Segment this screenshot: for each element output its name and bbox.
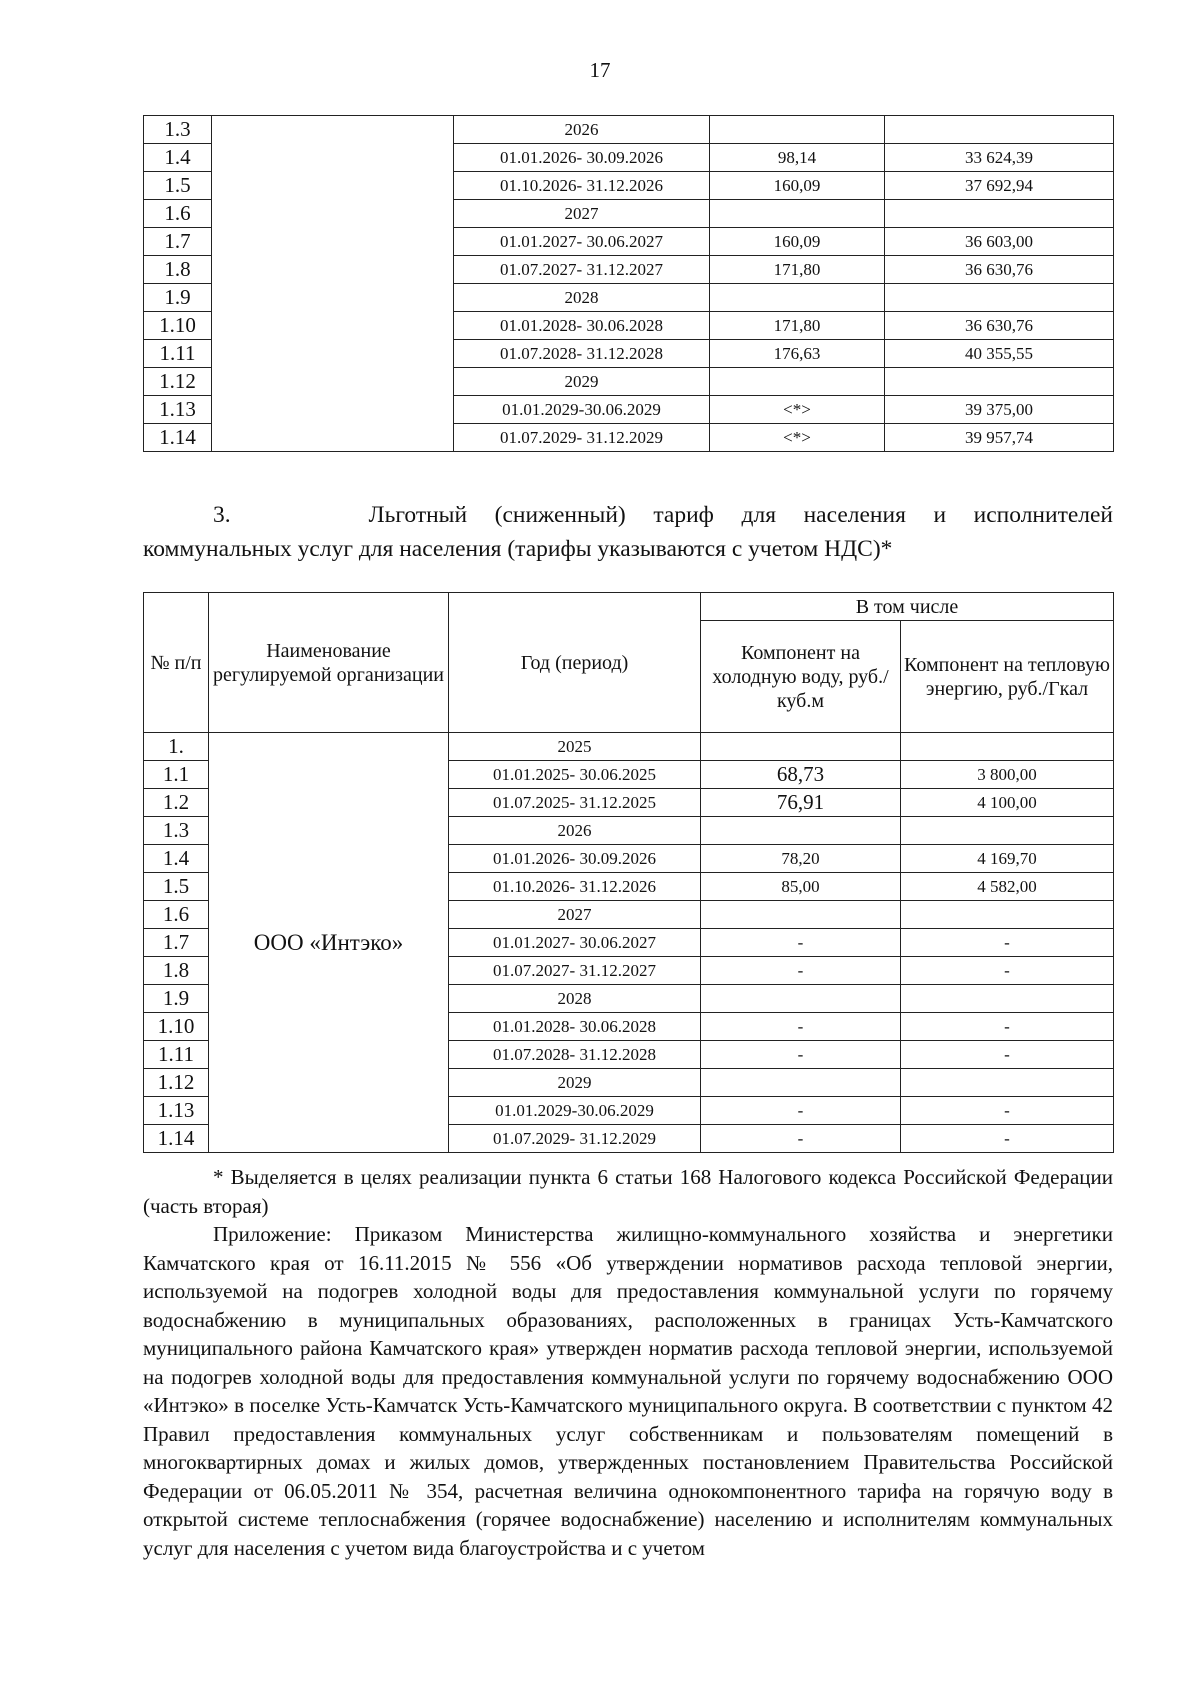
heat-cell: 33 624,39: [885, 144, 1114, 172]
heat-cell: 39 957,74: [885, 424, 1114, 452]
row-number: 1.10: [144, 312, 212, 340]
heat-cell: [901, 1069, 1114, 1097]
row-number: 1.5: [144, 172, 212, 200]
heat-cell: [901, 817, 1114, 845]
row-number: 1.6: [144, 901, 209, 929]
section-3-title-line2: коммунальных услуг для населения (тарифы указываются с учетом НДС)*: [143, 536, 893, 562]
row-number: 1.5: [144, 873, 209, 901]
cold-water-cell: 85,00: [701, 873, 901, 901]
row-number: 1.7: [144, 228, 212, 256]
row-number: 1.8: [144, 957, 209, 985]
cold-water-cell: 171,80: [710, 256, 885, 284]
period-cell: 01.01.2027- 30.06.2027: [449, 929, 701, 957]
table-row: [144, 116, 1114, 144]
heat-cell: 4 582,00: [901, 873, 1114, 901]
period-cell: 2026: [454, 116, 710, 144]
row-number: 1.1: [144, 761, 209, 789]
section-3-heading: [143, 498, 1113, 566]
body-text: [143, 1163, 1113, 1562]
row-number: 1.: [144, 733, 209, 761]
row-number: 1.3: [144, 817, 209, 845]
header-no: № п/п: [144, 593, 209, 733]
row-number: 1.4: [144, 144, 212, 172]
period-cell: 01.01.2029-30.06.2029: [449, 1097, 701, 1125]
heat-cell: 36 603,00: [885, 228, 1114, 256]
header-org: Наименование регулируемой организации: [209, 593, 449, 733]
page-number: 17: [589, 58, 611, 82]
cold-water-cell: [701, 817, 901, 845]
period-cell: 01.10.2026- 31.12.2026: [454, 172, 710, 200]
period-cell: 2027: [449, 901, 701, 929]
header-period: Год (период): [449, 593, 701, 733]
heat-cell: [901, 733, 1114, 761]
cold-water-cell: -: [701, 1013, 901, 1041]
org-name: ООО «Интэко»: [209, 733, 449, 1153]
period-cell: 01.01.2028- 30.06.2028: [454, 312, 710, 340]
row-number: 1.12: [144, 368, 212, 396]
cold-water-cell: 76,91: [701, 789, 901, 817]
cold-water-cell: [701, 733, 901, 761]
period-cell: 01.07.2029- 31.12.2029: [449, 1125, 701, 1153]
period-cell: 01.10.2026- 31.12.2026: [449, 873, 701, 901]
period-cell: 2025: [449, 733, 701, 761]
cold-water-cell: -: [701, 1125, 901, 1153]
row-number: 1.9: [144, 985, 209, 1013]
period-cell: 2027: [454, 200, 710, 228]
row-number: 1.2: [144, 789, 209, 817]
period-cell: 01.07.2028- 31.12.2028: [454, 340, 710, 368]
cold-water-cell: -: [701, 1097, 901, 1125]
row-number: 1.11: [144, 1041, 209, 1069]
cold-water-cell: -: [701, 957, 901, 985]
row-number: 1.6: [144, 200, 212, 228]
row-number: 1.7: [144, 929, 209, 957]
period-cell: 01.01.2029-30.06.2029: [454, 396, 710, 424]
cold-water-cell: 98,14: [710, 144, 885, 172]
cold-water-cell: 68,73: [701, 761, 901, 789]
preferential-tariff-table: [143, 592, 1114, 1153]
cold-water-cell: 171,80: [710, 312, 885, 340]
cold-water-cell: 176,63: [710, 340, 885, 368]
cold-water-cell: [701, 1069, 901, 1097]
cold-water-cell: 160,09: [710, 172, 885, 200]
heat-cell: [885, 200, 1114, 228]
cold-water-cell: [701, 985, 901, 1013]
period-cell: 01.07.2027- 31.12.2027: [449, 957, 701, 985]
cold-water-cell: [710, 368, 885, 396]
header-heat: Компонент на тепловую энергию, руб./Гкал: [901, 621, 1114, 733]
heat-cell: [901, 985, 1114, 1013]
period-cell: 01.07.2029- 31.12.2029: [454, 424, 710, 452]
row-number: 1.11: [144, 340, 212, 368]
heat-cell: [885, 368, 1114, 396]
row-number: 1.3: [144, 116, 212, 144]
row-number: 1.13: [144, 396, 212, 424]
footnote: * Выделяется в целях реализации пункта 6 статьи 168 Налогового кодекса Российской Федерации (часть вторая): [143, 1165, 1113, 1218]
heat-cell: -: [901, 929, 1114, 957]
org-cell: [212, 116, 454, 452]
period-cell: 01.07.2028- 31.12.2028: [449, 1041, 701, 1069]
header-including: В том числе: [701, 593, 1114, 621]
heat-cell: -: [901, 1041, 1114, 1069]
row-number: 1.13: [144, 1097, 209, 1125]
period-cell: 01.07.2027- 31.12.2027: [454, 256, 710, 284]
heat-cell: -: [901, 957, 1114, 985]
heat-cell: 3 800,00: [901, 761, 1114, 789]
heat-cell: 40 355,55: [885, 340, 1114, 368]
period-cell: 2028: [454, 284, 710, 312]
row-number: 1.14: [144, 1125, 209, 1153]
heat-cell: 36 630,76: [885, 256, 1114, 284]
period-cell: 2029: [449, 1069, 701, 1097]
period-cell: 2026: [449, 817, 701, 845]
heat-cell: 37 692,94: [885, 172, 1114, 200]
row-number: 1.4: [144, 845, 209, 873]
period-cell: 01.07.2025- 31.12.2025: [449, 789, 701, 817]
cold-water-cell: <*>: [710, 396, 885, 424]
period-cell: 01.01.2026- 30.09.2026: [454, 144, 710, 172]
heat-cell: [901, 901, 1114, 929]
heat-cell: [885, 116, 1114, 144]
table-row: [144, 733, 1114, 761]
cold-water-cell: [710, 200, 885, 228]
row-number: 1.9: [144, 284, 212, 312]
row-number: 1.14: [144, 424, 212, 452]
cold-water-cell: -: [701, 1041, 901, 1069]
heat-cell: -: [901, 1125, 1114, 1153]
row-number: 1.12: [144, 1069, 209, 1097]
cold-water-cell: <*>: [710, 424, 885, 452]
row-number: 1.8: [144, 256, 212, 284]
heat-cell: 39 375,00: [885, 396, 1114, 424]
period-cell: 01.01.2026- 30.09.2026: [449, 845, 701, 873]
cold-water-cell: [701, 901, 901, 929]
tariff-table-continued: [143, 115, 1114, 452]
header-cold-water: Компонент на холодную воду, руб./куб.м: [701, 621, 901, 733]
period-cell: 2028: [449, 985, 701, 1013]
appendix-paragraph: Приложение: Приказом Министерства жилищно-коммунального хозяйства и энергетики Камчатского края от 16.11.2015 № 556 «Об утверждении нормативов расхода тепловой энергии, используемой на подогрев холодной воды для предоставления коммунальной услуги по горячему водоснабжению в муниципальных образованиях, расположенных в границах Усть-Камчатского муниципального района Камчатского края» утвержден норматив расхода тепловой энергии, используемой на подогрев холодной воды для предоставления коммунальной услуги по горячему водоснабжению ООО «Интэко» в поселке Усть-Камчатск Усть-Камчатского муниципального округа. В соответствии с пунктом 42 Правил предоставления коммунальных услуг собственникам и пользователям помещений в многоквартирных домах и жилых домов, утвержденных постановлением Правительства Российской Федерации от 06.05.2011 № 354, расчетная величина однокомпонентного тарифа на горячую воду в открытой системе теплоснабжения (горячее водоснабжение) населению и исполнителям коммунальных услуг для населения с учетом вида благоустройства и с учетом: [143, 1222, 1113, 1560]
heat-cell: 4 100,00: [901, 789, 1114, 817]
heat-cell: [885, 284, 1114, 312]
heat-cell: 36 630,76: [885, 312, 1114, 340]
heat-cell: 4 169,70: [901, 845, 1114, 873]
period-cell: 01.01.2027- 30.06.2027: [454, 228, 710, 256]
period-cell: 01.01.2025- 30.06.2025: [449, 761, 701, 789]
row-number: 1.10: [144, 1013, 209, 1041]
heat-cell: -: [901, 1097, 1114, 1125]
period-cell: 2029: [454, 368, 710, 396]
cold-water-cell: 160,09: [710, 228, 885, 256]
cold-water-cell: 78,20: [701, 845, 901, 873]
period-cell: 01.01.2028- 30.06.2028: [449, 1013, 701, 1041]
cold-water-cell: -: [701, 929, 901, 957]
section-3-title-line1: 3. Льготный (сниженный) тариф для населения и исполнителей: [213, 502, 1114, 528]
cold-water-cell: [710, 116, 885, 144]
heat-cell: -: [901, 1013, 1114, 1041]
cold-water-cell: [710, 284, 885, 312]
